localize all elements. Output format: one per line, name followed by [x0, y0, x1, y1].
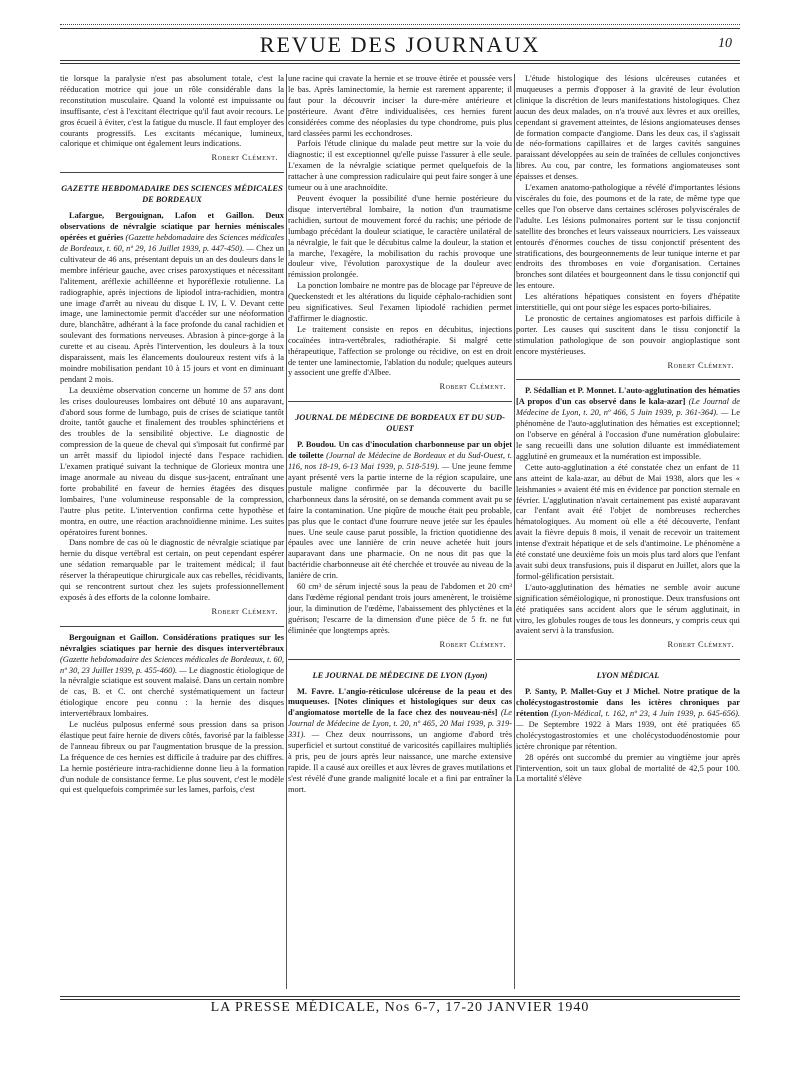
footer-text: [60, 1000, 740, 1016]
article-title: P. Sédallian et P. Monnet. L'auto-agglutination des hématies [A propos d'un cas observé dans le kala-azar]: [516, 386, 740, 407]
author-signature: Robert Clément.: [667, 640, 734, 650]
article-text: Une jeune femme ayant présenté vers la partie interne de la région scapulaire, une pustule maligne confirmée par la découverte du bacille charbonneux dans la sérosité, on se demanda comment avait pu se faire la contamination. Une piqûre de mouche était peu probable, pas plus que le contact d'une fourrure neuve jetée sur les épaules nues. Une seule cause parut possible, la friction quotidienne des épaules avec une lannière de crin neuve achetée huit jours auparavant dans une pharmacie. On ne nous dit pas que la bactéridie charbonneuse ait été cherchée et trouvée au niveau de la lanière de crin.: [288, 462, 512, 581]
page-header: [60, 14, 740, 64]
journal-heading: LYON MÉDICAL: [596, 671, 660, 681]
article-title: P. Boudou. Un cas d'inoculation charbonneuse par un objet de toilette: [288, 440, 512, 461]
separator: [516, 379, 740, 380]
article-reference: (Lyon-Médical, t. 162, nº 23, 4 Juin 1939, p. 645-656). —: [516, 709, 740, 729]
article-title: P. Santy, P. Mallet-Guy et J Michel. Notre pratique de la cholécystogastrostomie dans les ictères chroniques par rétention: [516, 687, 740, 719]
paragraph: Le traitement consiste en repos en décubitus, injections cocaïnées intra-vertébrales, radiothérapie. Si malgré cette thérapeutique, l'affection se prolonge ou récidive, on est en droit de tenter une laminectomie, l'ablation du nodule; quelques auteurs y associent une greffe d'Albee.: [288, 324, 512, 378]
article-reference: (Le Journal de Médecine de Lyon, t. 20, nº 466, 5 Juin 1939, p. 361-364). —: [516, 397, 740, 418]
footer-label: LA PRESSE MÉDICALE, Nos 6-7, 17-20 JANVIER 1940: [203, 1000, 598, 1015]
paragraph: Les altérations hépatiques consistent en foyers d'hépatite interstitielle, qui ont pour siège les espaces porto-biliaires.: [516, 292, 740, 313]
article: [516, 386, 740, 651]
column-1: [60, 74, 284, 989]
article-text: De Septembre 1922 à Mars 1939, ont été pratiquées 65 cholécystogastrostomies et une cholécystoduodénostomie pour ictère chronique par rétention.: [516, 719, 740, 751]
paragraph: 28 opérés ont succombé du premier au vingtième jour après l'intervention, soit un taux global de mortalité de 42,5 pour 100. La mortalité s'élève: [516, 752, 740, 784]
article-title: Bergouignan et Gaillon. Considérations pratiques sur les névralgies sciatiques par hernie des disques intervertébraux: [60, 632, 284, 653]
journal-heading: JOURNAL DE MÉDECINE DE BORDEAUX ET DU SUD-OUEST: [295, 413, 505, 434]
article: [288, 687, 512, 796]
separator: [516, 659, 740, 660]
column-2: [288, 74, 512, 989]
header-dotted-rule: [60, 24, 740, 25]
paragraph: Parfois l'étude clinique du malade peut mettre sur la voie du diagnostic; il est exceptionnel qu'elle puisse l'assurer à elle seule. L'examen de la névralgie sciatique permet quelquefois de la rattacher à une compression radiculaire qui peut faire songer à une tumeur ou à une arachnoïdite.: [288, 139, 512, 193]
paragraph: une racine qui cravate la hernie et se trouve étirée et poussée vers le bas. Après laminectomie, la hernie est rarement apparente; il faut pour la découvrir inciser la dure-mère antérieure et postérieure. Avant d'être individualisées, ces hernies furent considérées comme des néoplasies du type chondrome, puis plus tard classées parmi les ecchondroses.: [288, 74, 512, 138]
page-number: 10: [718, 36, 732, 51]
author-signature: Robert Clément.: [439, 382, 506, 392]
author-signature: Robert Clément.: [211, 606, 278, 616]
paragraph: Dans nombre de cas où le diagnostic de névralgie sciatique par hernie du disque vertébral est certain, on peut cependant espérer une sédation remarquable par le traitement médical; il faut réserver la thérapeutique chirurgicale aux cas rebelles, récidivants, qui se rencontrent surtout chez les sujets professionnellement exposés à des efforts de la colonne lombaire.: [60, 538, 284, 602]
article-reference: (Le Journal de Médecine de Lyon, t. 20, nº 465, 20 Mai 1939, p. 319-331). —: [288, 708, 512, 740]
paragraph: 60 cm³ de sérum injecté sous la peau de l'abdomen et 20 cm³ dans l'œdème régional pendant trois jours amenèrent, le troisième jour, la diminution de l'œdème, l'abaissement des phlyctènes et la guérison; l'escarre de la dimension d'une pièce de 5 fr. ne fut éliminée que longtemps après.: [288, 582, 512, 635]
paragraph: tie lorsque la paralysie n'est pas absolument totale, c'est la rééducation motrice qui joue un rôle considérable dans la reconstitution musculaire. Quand la volonté est impuissante ou insuffisante, c'est à l'excitant électrique qu'il faut avoir recours. Le gros écueil à éviter, c'est la fatigue du muscle. Il faut employer des courants progressifs. Les excitants mécanique, lumineux, calorique et chimique ont également leurs indications.: [60, 74, 284, 149]
journal-heading: GAZETTE HEBDOMADAIRE DES SCIENCES MÉDICALES DE BORDEAUX: [61, 184, 283, 205]
paragraph: L'auto-agglutination des hématies ne semble avoir aucune signification séméiologique, ni pronostique. Deux transfusions ont été pratiquées sans accident alors que le sérum agglutinait, in vitro, les globules rouges de tous les donneurs, y compris ceux qui avaient servi à la transfusion.: [516, 582, 740, 636]
article: [60, 211, 284, 618]
author-signature: Robert Clément.: [439, 639, 506, 649]
paragraph: Cette auto-agglutination a été constatée chez un enfant de 11 ans atteint de kala-azar, au début de Mai 1938, alors que les « leishmanies » avaient été mis en évidence par ponction sternale en février. L'agglutination n'avait certainement pas existé auparavant car l'enfant avait été l'objet de nombreuses recherches hématologiques. Au moment où elle a été découverte, l'enfant avait la fièvre depuis 8 mois, il venait de recevoir un traitement intense d'extrait hépatique et de sels d'antimoine. Le phénomène a été constaté une deuxième fois un mois plus tard alors que l'enfant avait subi deux transfusions, puis il disparut en Juillet, alors que la formol-gélification persistait.: [516, 462, 740, 581]
paragraph: La deuxième observation concerne un homme de 57 ans dont les crises douloureuses lombaires ont débuté 10 ans auparavant, d'abord sous forme de lumbago, puis de crises de sciatique tantôt droite, tantôt gauche et finalement des troubles sphinctériens et des troubles de la sensibilité objective. Le diagnostic de compression de la queue de cheval qui s'imposait fut confirmé par un arrêt massif du lipiodol injecté dans l'espace rachidien. L'examen pratiqué suivant la technique de Glorieux montra une image anormale au niveau du disque sus-jacent, entraînant une forte probabilité en faveur de hernies étagées des disques lombaires, l'une volumineuse responsable de la compression, l'autre plus petite. L'intervention confirma cette hypothèse et montra, en outre, une réaction arachnoïdienne minime. Les suites opératoires furent bonnes.: [60, 385, 284, 537]
article-text: Le phénomène de l'auto-agglutination des hématies est exceptionnel; on l'observe en général à l'occasion d'une numération globulaire: le sang recueilli dans une solution diluante est immédiatement agglutiné en grumeaux et la numération est impossible.: [516, 408, 740, 461]
paragraph: Le nucléus pulposus enfermé sous pression dans sa prison élastique peut faire hernie de divers côtés, favorisé par la faiblesse de l'anneau fibreux ou par l'augmentation brusque de la pression. La fréquence de ces hernies est difficile à traduire par des chiffres. La hernie postérieure intra-rachidienne donne lieu à la formation d'un nodule de consistance ferme. Le plus souvent, c'est le modèle qui est quelquefois comprimée sur les lames, parfois, c'est: [60, 720, 284, 795]
paragraph: [60, 633, 284, 720]
journal-heading: LE JOURNAL DE MÉDECINE DE LYON (Lyon): [312, 670, 488, 680]
paragraph: Le pronostic de certaines angiomatoses est parfois difficile à porter. Les causes qui suscitent dans le tissu conjonctif la stimulation pathologique de son pouvoir angioplastique sont encore mystérieuses.: [516, 313, 740, 356]
article: [288, 440, 512, 650]
article-reference: (Journal de Médecine de Bordeaux et du Sud-Ouest, t. 116, nos 18-19, 6-13 Mai 1939, p. 518-519). —: [288, 451, 512, 472]
article-title: M. Favre. L'angio-réticulose ulcéreuse de la peau et des muqueuses. [Notes cliniques et histologiques sur deux cas d'angiomatose mortelle de la face chez des nouveau-nés]: [288, 686, 512, 718]
footer-rule: [60, 996, 740, 997]
article-reference: (Gazette hebdomadaire des Sciences médicales de Bordeaux, t. 60, nº 29, 16 Juillet 1939, p. 447-450). —: [60, 233, 284, 253]
page-title: REVUE DES JOURNAUX: [259, 32, 541, 57]
article-title: Lafargue, Bergouignan, Lafon et Gaillon. Deux observations de névralgie sciatique par hernies méniscales opérées et guéries: [60, 211, 284, 243]
paragraph: [288, 440, 512, 582]
page-footer: [60, 994, 740, 1024]
header-rule: [60, 28, 740, 29]
paragraph: L'étude histologique des lésions ulcéreuses cutanées et muqueuses a permis d'opposer à la gravité de leur évolution clinique la discrétion de leurs manifestations histologiques. Chez aucun des deux malades, on n'a trouvé aux lèvres et aux oreilles, cependant si gravement atteintes, de lésions angiomateuses denses de formation compacte d'angiome. Dans les deux cas, il s'agissait de néo-formations capillaires et de larges cavités sanguines paraissant développées au sein de traînées de cellules conjonctives libres. Au cou, par contre, les formations angiomateuses sont épaisses et denses.: [516, 74, 740, 182]
separator: [60, 626, 284, 627]
column-3: [516, 74, 740, 989]
separator: [288, 401, 512, 402]
separator: [288, 659, 512, 660]
paragraph: [516, 386, 740, 462]
paragraph: L'examen anatomo-pathologique a révélé d'importantes lésions viscérales du foie, des poumons et de la rate, de même type que celles que l'on observe dans certaines scléroses polyviscérales de l'adulte. Les lésions pulmonaires portent sur le tissu conjonctif satellite des bronches et leurs vaisseaux nourriciers. Les vaisseaux entourés d'énormes couches de tissu conjonctif présentent des stratifications, des bourgeonnements de leur tunique interne et par endroits des thromboses en voie d'organisation. Certaines bronches sont dilatées et bourgeonnent dans le tissu conjonctif qui les entoure.: [516, 183, 740, 291]
paragraph: [60, 211, 284, 386]
article-text: Le diagnostic étiologique de la névralgie sciatique est souvent malaisé. Dans un certain nombre de cas, B. et C. ont cherché systématiquement un facteur étiologique encore peu connu : la hernie des disques intervertébraux lombaires.: [60, 665, 284, 719]
article-reference: (Gazette hebdomadaire des Sciences médicales de Bordeaux, t. 60, nº 30, 23 Juillet 1939, p. 455-460). —: [60, 654, 284, 675]
article: [516, 687, 740, 785]
columns: [60, 74, 740, 989]
article-text: Chez deux nourrissons, un angiome d'abord très superficiel et surtout constitué de varicosités capillaires multipliés à pris, peu de jours après leur naissance, une marche extensive rapide. Il a causé aux oreilles et aux lèvres de graves mutilations et s'est révélé d'une grande malignité locale et a fini par entraîner la mort.: [288, 730, 512, 794]
paragraph: La ponction lombaire ne montre pas de blocage par l'épreuve de Queckenstedt et les altérations du liquide céphalo-rachidien sont peu significatives. Seul l'examen lipiodolé rachidien permet d'affirmer le diagnostic.: [288, 281, 512, 323]
header-bottom-rule: [60, 60, 740, 61]
author-signature: Robert Clément.: [667, 360, 734, 370]
separator: [60, 172, 284, 173]
paragraph: Peuvent évoquer la possibilité d'une hernie postérieure du disque intervertébral lombaire, la notion d'un traumatisme rachidien, surtout de mouvement forcé du rachis; une période de lumbago précédant la douleur sciatique, le caractère unilatéral de la névralgie, le fait que le décubitus calme la douleur, la station et la marche, l'exagère, la mobilisation du rachis provoque une douleur vive, l'évolution paroxystique de la douleur avec rémission prolongée.: [288, 193, 512, 280]
paragraph: [516, 687, 740, 752]
header-bottom-rule-2: [60, 63, 740, 64]
author-signature: Robert Clément.: [211, 153, 278, 163]
paragraph: [288, 687, 512, 796]
article-text: Chez un cultivateur de 46 ans, présentant depuis un an des douleurs dans le membre inférieur gauche, avec crises paroxystiques et nécessitant l'alitement, aréflexie achilléenne et hyporéflexie rotulienne. La radiographie, après injections de lipiodol intra-rachidien, montra une image d'arrêt au niveau du disque L IV, L V. Devant cette image, une laminectomie permit d'accéder sur une néoformation dure, blanchâtre, adhérant à la face profonde du canal rachidien et soulevant des formations nerveuses. Abrasion à pince-gorge à la curette et au ciseau. Après l'intervention, les douleurs à la toux disparaissent, mais les élancements douloureux restent vifs à la moindre mobilisation pendant 10 à 15 jours et vont en diminuant pendant 2 mois.: [60, 243, 284, 384]
article: [60, 633, 284, 797]
